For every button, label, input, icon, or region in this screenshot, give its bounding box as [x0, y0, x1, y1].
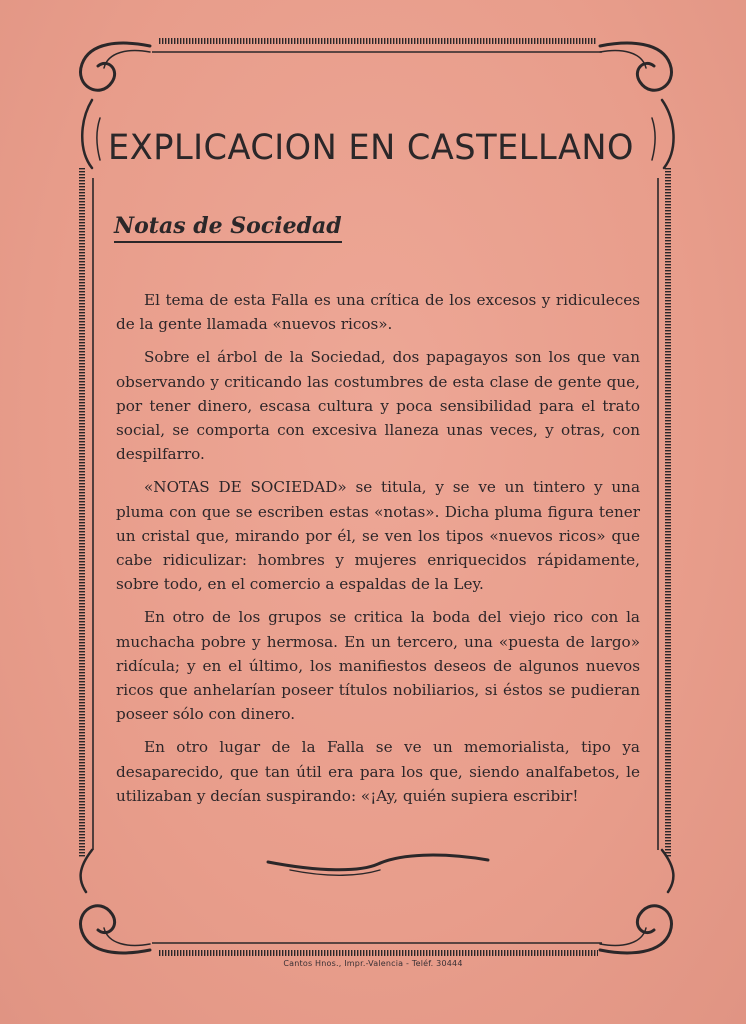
paragraph-4: En otro de los grupos se critica la boda del viejo rico con la muchacha pobre y hermosa. En un tercero, una «puesta de largo» ridícula; y en el último, los manifiestos deseos de algunos nuevos ricos que anhelarían poseer títulos nobiliarios, si éstos se pudieran poseer sólo con dinero. [116, 608, 640, 724]
paragraph-3: «NOTAS DE SOCIEDAD» se titula, y se ve un tintero y una pluma con que se escriben estas «notas». Dicha pluma figura tener un cristal que, mirando por él, se ven los tipos «nuevos ricos» que cabe ridiculizar: hombres y mujeres enriquecidos rápidamente, sobre todo, en el comercio a espaldas de la Ley. [116, 478, 640, 594]
corner-ornament-bottom-left [80, 850, 150, 953]
left-rule [79, 168, 85, 858]
section-subtitle: Notas de Sociedad [114, 213, 342, 243]
paragraph-5: En otro lugar de la Falla se ve un memorialista, tipo ya desaparecido, que tan útil era para los que, siendo analfabetos, le utilizaban y decían suspirando: «¡Ay, quién supiera escribir! [116, 738, 640, 805]
printer-imprint: Cantos Hnos., Impr.-Valencia - Teléf. 30444 [283, 959, 463, 968]
top-rule [158, 38, 596, 44]
body-text [116, 288, 640, 817]
paragraph-2: Sobre el árbol de la Sociedad, dos papagayos son los que van observando y criticando las costumbres de esta clase de gente que, por tener dinero, escasa cultura y poca sensibilidad para el trato social, se comporta con excesiva llaneza unas veces, y otras, con despilfarro. [116, 348, 640, 464]
page-title: EXPLICACION EN CASTELLANO [108, 128, 634, 168]
corner-ornament-bottom-right [600, 850, 673, 953]
bottom-rule [158, 950, 598, 956]
paragraph-1: El tema de esta Falla es una crítica de los excesos y ridiculeces de la gente llamada «nuevos ricos». [116, 291, 640, 334]
bottom-flourish [268, 855, 488, 875]
right-rule [665, 168, 671, 858]
